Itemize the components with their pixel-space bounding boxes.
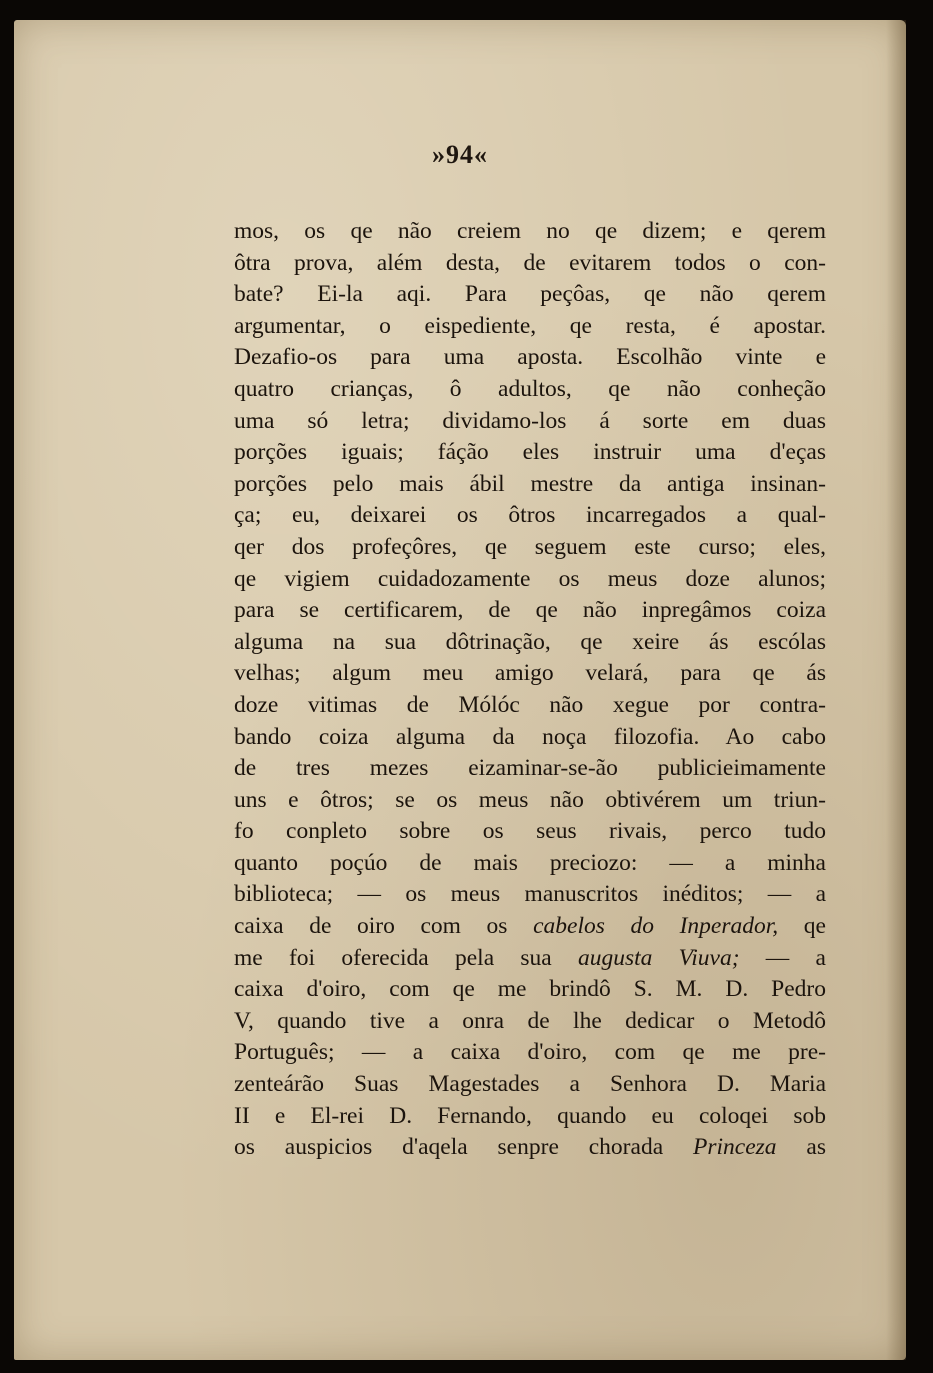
text-line: II e El-rei D. Fernando, quando eu coloqei sob bbox=[234, 1102, 826, 1129]
book-page bbox=[14, 20, 906, 1360]
text-segment: as bbox=[776, 1134, 826, 1161]
italic-text: cabelos do Inperador, bbox=[533, 913, 779, 940]
text-segment: os auspicios d'aqela senpre chorada bbox=[234, 1134, 693, 1161]
text-line: alguma na sua dôtrinação, qe xeire ás escólas bbox=[234, 628, 826, 655]
text-line: ça; eu, deixarei os ôtros incarregados a qual- bbox=[234, 502, 826, 529]
text-line: bando coiza alguma da noça filozofia. Ao cabo bbox=[234, 723, 826, 750]
text-segment: caixa de oiro com os bbox=[234, 913, 534, 940]
text-line: qe vigiem cuidadozamente os meus doze alunos; bbox=[234, 565, 826, 592]
text-line: bate? Ei-la aqi. Para peçôas, qe não qerem bbox=[234, 281, 826, 308]
body-text bbox=[234, 216, 826, 1164]
italic-text: augusta Viuva; bbox=[577, 944, 740, 971]
text-line: quatro crianças, ô adultos, qe não conheção bbox=[234, 375, 826, 402]
text-segment: me foi oferecida pela sua bbox=[234, 944, 578, 971]
text-line: porções pelo mais ábil mestre da antiga insinan- bbox=[234, 470, 826, 497]
text-line: V, quando tive a onra de lhe dedicar o Metodô bbox=[234, 1007, 826, 1034]
italic-text: Princeza bbox=[693, 1134, 777, 1161]
text-line: zenteárão Suas Magestades a Senhora D. Maria bbox=[234, 1071, 826, 1098]
page-number: »94« bbox=[432, 140, 488, 169]
text-line: ôtra prova, além desta, de evitarem todos o con- bbox=[234, 249, 826, 276]
text-segment: — a bbox=[739, 944, 826, 971]
text-line-with-italic bbox=[234, 943, 826, 975]
text-line: fo conpleto sobre os seus rivais, perco tudo bbox=[234, 818, 826, 845]
text-line: uns e ôtros; se os meus não obtivérem um triun- bbox=[234, 786, 826, 813]
text-line: de tres mezes eizaminar-se-ão publicieimamente bbox=[234, 755, 826, 782]
text-line: Dezafio-os para uma aposta. Escolhão vinte e bbox=[234, 344, 826, 371]
text-line: velhas; algum meu amigo velará, para qe ás bbox=[234, 660, 826, 687]
text-line: mos, os qe não creiem no qe dizem; e qerem bbox=[234, 218, 826, 244]
text-line: doze vitimas de Mólóc não xegue por contra- bbox=[234, 691, 826, 718]
text-line-with-italic bbox=[234, 1132, 826, 1164]
text-line: qer dos profeçôres, qe seguem este curso; eles, bbox=[234, 533, 826, 560]
text-line: Português; — a caixa d'oiro, com qe me pre- bbox=[234, 1039, 826, 1066]
text-line: uma só letra; dividamo-los á sorte em duas bbox=[234, 407, 826, 434]
text-line: caixa d'oiro, com qe me brindô S. M. D. Pedro bbox=[234, 976, 826, 1003]
text-line: argumentar, o eispediente, qe resta, é apostar. bbox=[234, 312, 826, 339]
text-segment: qe bbox=[778, 913, 826, 940]
page-edge-shadow bbox=[886, 20, 906, 1360]
text-line-with-italic bbox=[234, 911, 826, 943]
text-line: quanto poçúo de mais preciozo: — a minha bbox=[234, 849, 826, 876]
text-line: biblioteca; — os meus manuscritos inéditos; — a bbox=[234, 881, 826, 908]
text-line: porções iguais; fáção eles instruir uma d'eças bbox=[234, 439, 826, 466]
text-line: para se certificarem, de qe não inpregâmos coiza bbox=[234, 597, 826, 624]
